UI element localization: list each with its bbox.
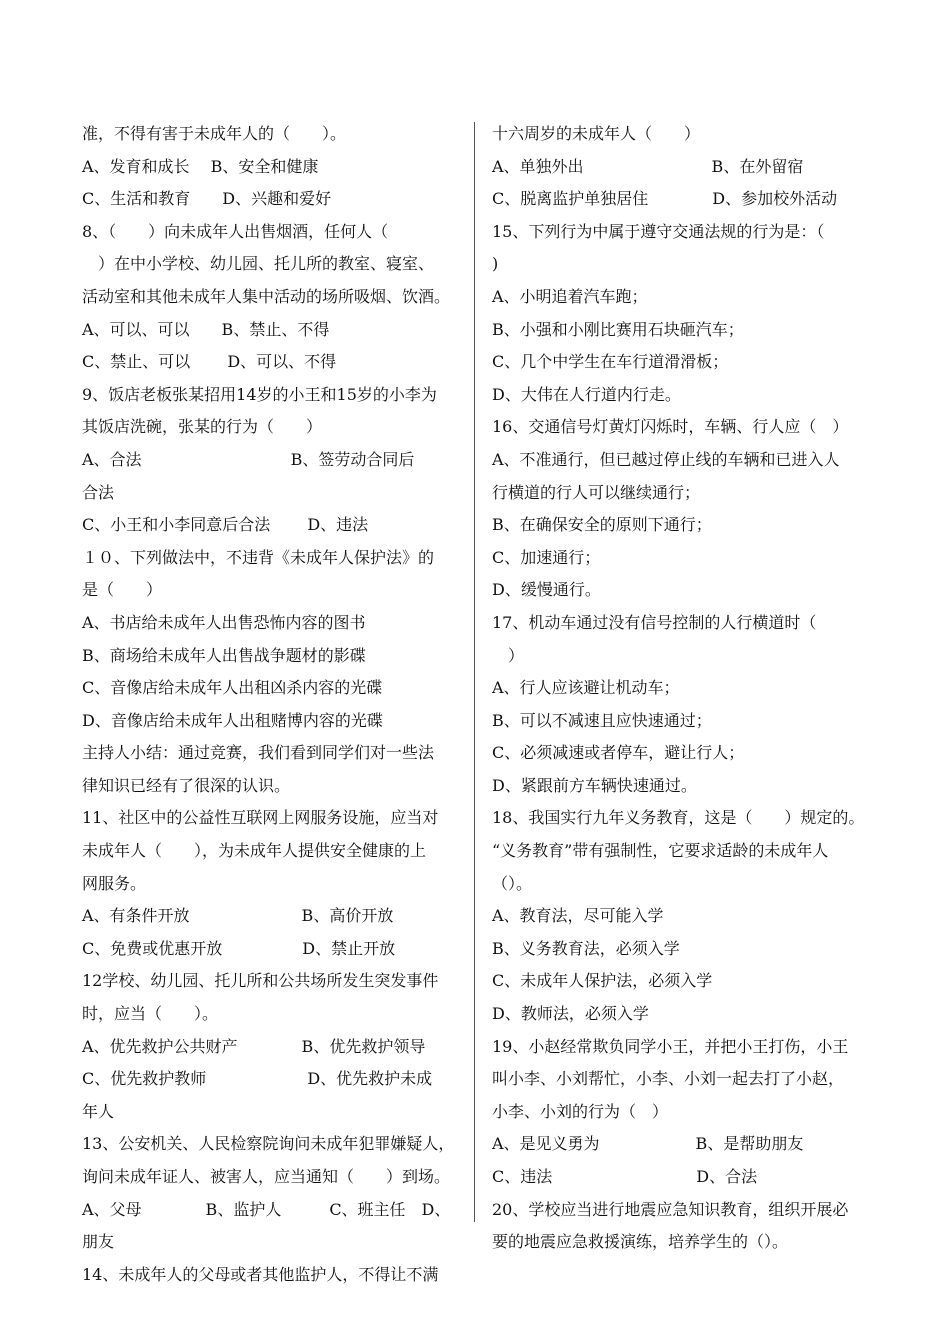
text-line: C、违法 D、合法 [492,1167,758,1186]
text-line: C、小王和小李同意后合法 D、违法 [82,515,369,535]
text-line: 是（ ） [82,580,163,600]
text-line: 合法 [82,482,115,502]
text-line: A、行人应该避让机动车； [492,678,680,698]
text-line: 年人 [82,1101,115,1121]
text-line: B、义务教育法，必须入学 [492,938,680,958]
text-line: C、优先救护教师 D、优先救护未成 [82,1069,433,1089]
text-line: 要的地震应急救援演练，培养学生的（）。 [492,1232,789,1252]
text-line: C、脱离监护单独居住 D、参加校外活动 [492,189,838,209]
text-line: C、几个中学生在车行道滑滑板； [492,352,729,372]
text-line: A、书店给未成年人出售恐怖内容的图书 [82,612,366,632]
text-line: B、在确保安全的原则下通行； [492,515,712,535]
text-line: 13、公安机关、人民检察院询问未成年犯罪嫌疑人， [82,1134,455,1154]
text-line: D、教师法，必须入学 [492,1004,649,1024]
text-line: 15、下列行为中属于遵守交通法规的行为是：（ [492,221,825,241]
text-line: C、免费或优惠开放 D、禁止开放 [82,938,396,958]
text-line: 12学校、幼儿园、托儿所和公共场所发生突发事件 [82,971,439,991]
text-line: 十六周岁的未成年人（ ） [492,124,701,143]
text-line: A、小明追着汽车跑； [492,286,648,306]
text-line: A、有条件开放 B、高价开放 [82,906,394,926]
text-line: 活动室和其他未成年人集中活动的场所吸烟、饮酒。 [82,286,451,306]
text-line: A、优先救护公共财产 B、优先救护领导 [82,1036,426,1056]
text-line: 16、交通信号灯黄灯闪烁时，车辆、行人应（ ） [492,417,849,437]
text-line: C、必须减速或者停车，避让行人； [492,743,745,763]
text-line: C、禁止、可以 D、可以、不得 [82,352,337,372]
text-line: A、是见义勇为 B、是帮助朋友 [492,1134,804,1154]
text-line: 主持人小结：通过竞赛，我们看到同学们对一些法 [82,743,435,763]
left-column [82,118,464,1291]
text-line: 行横道的行人可以继续通行； [492,482,701,502]
text-line: ) [492,254,499,274]
text-line: A、父母 B、监护人 C、班主任 D、 [82,1199,451,1219]
text-line: A、不准通行，但已越过停止线的车辆和已进入人 [492,449,840,469]
text-line: 网服务。 [82,873,147,893]
text-line: 20、学校应当进行地震应急知识教育，组织开展必 [492,1199,849,1219]
text-line: C、加速通行； [492,547,601,567]
text-line: ）在中小学校、幼儿园、托儿所的教室、寝室、 [82,254,435,274]
text-line: D、大伟在人行道内行走。 [492,384,681,404]
right-column [492,118,870,1259]
text-line: 9、饭店老板张某招用14岁的小王和15岁的小李为 [82,384,437,404]
text-line: C、生活和教育 D、兴趣和爱好 [82,189,332,209]
text-line: 19、小赵经常欺负同学小王，并把小王打伤，小王 [492,1036,849,1056]
text-line: 律知识已经有了很深的认识。 [82,775,291,795]
text-line: D、音像店给未成年人出租赌博内容的光碟 [82,710,383,730]
text-line: A、可以、可以 B、禁止、不得 [82,319,330,339]
text-line: １０、下列做法中，不违背《未成年人保护法》的 [82,547,435,567]
text-line: A、教育法，尽可能入学 [492,906,664,926]
text-line: ） [492,645,525,665]
text-line: B、可以不减速且应快速通过； [492,710,712,730]
text-line: 14、未成年人的父母或者其他监护人，不得让不满 [82,1264,439,1284]
text-line: 朋友 [82,1232,115,1252]
text-line: C、未成年人保护法，必须入学 [492,971,713,991]
text-line: D、缓慢通行。 [492,580,601,600]
text-line: 准，不得有害于未成年人的（ ）。 [82,124,347,143]
text-line: A、发育和成长 B、安全和健康 [82,156,319,176]
text-line: 询问未成年证人、被害人，应当通知（ ）到场。 [82,1167,451,1186]
text-line: A、单独外出 B、在外留宿 [492,156,804,176]
text-line: 18、我国实行九年义务教育，这是（ ）规定的。 [492,808,865,828]
text-line: 其饭店洗碗，张某的行为（ ） [82,417,323,437]
column-divider [474,122,475,1222]
text-line: 小李、小刘的行为（ ） [492,1101,669,1121]
text-line: 叫小李、小刘帮忙，小李、小刘一起去打了小赵， [492,1069,845,1089]
text-line: 11、社区中的公益性互联网上网服务设施，应当对 [82,808,439,828]
text-line: 17、机动车通过没有信号控制的人行横道时（ [492,612,817,632]
text-line: A、合法 B、签劳动合同后 [82,449,415,469]
text-line: 未成年人（ ），为未成年人提供安全健康的上 [82,841,427,861]
text-line: C、音像店给未成年人出租凶杀内容的光碟 [82,678,383,698]
text-line: 8、（ ）向未成年人出售烟酒，任何人（ [82,221,389,241]
text-line: 时，应当（ ）。 [82,1004,219,1024]
text-line: B、商场给未成年人出售战争题材的影碟 [82,645,366,665]
text-line: B、小强和小刚比赛用石块砸汽车； [492,319,744,339]
text-line: “义务教育”带有强制性，它要求适龄的未成年人 [492,841,829,861]
text-line: D、紧跟前方车辆快速通过。 [492,775,697,795]
text-line: （）。 [492,873,533,893]
